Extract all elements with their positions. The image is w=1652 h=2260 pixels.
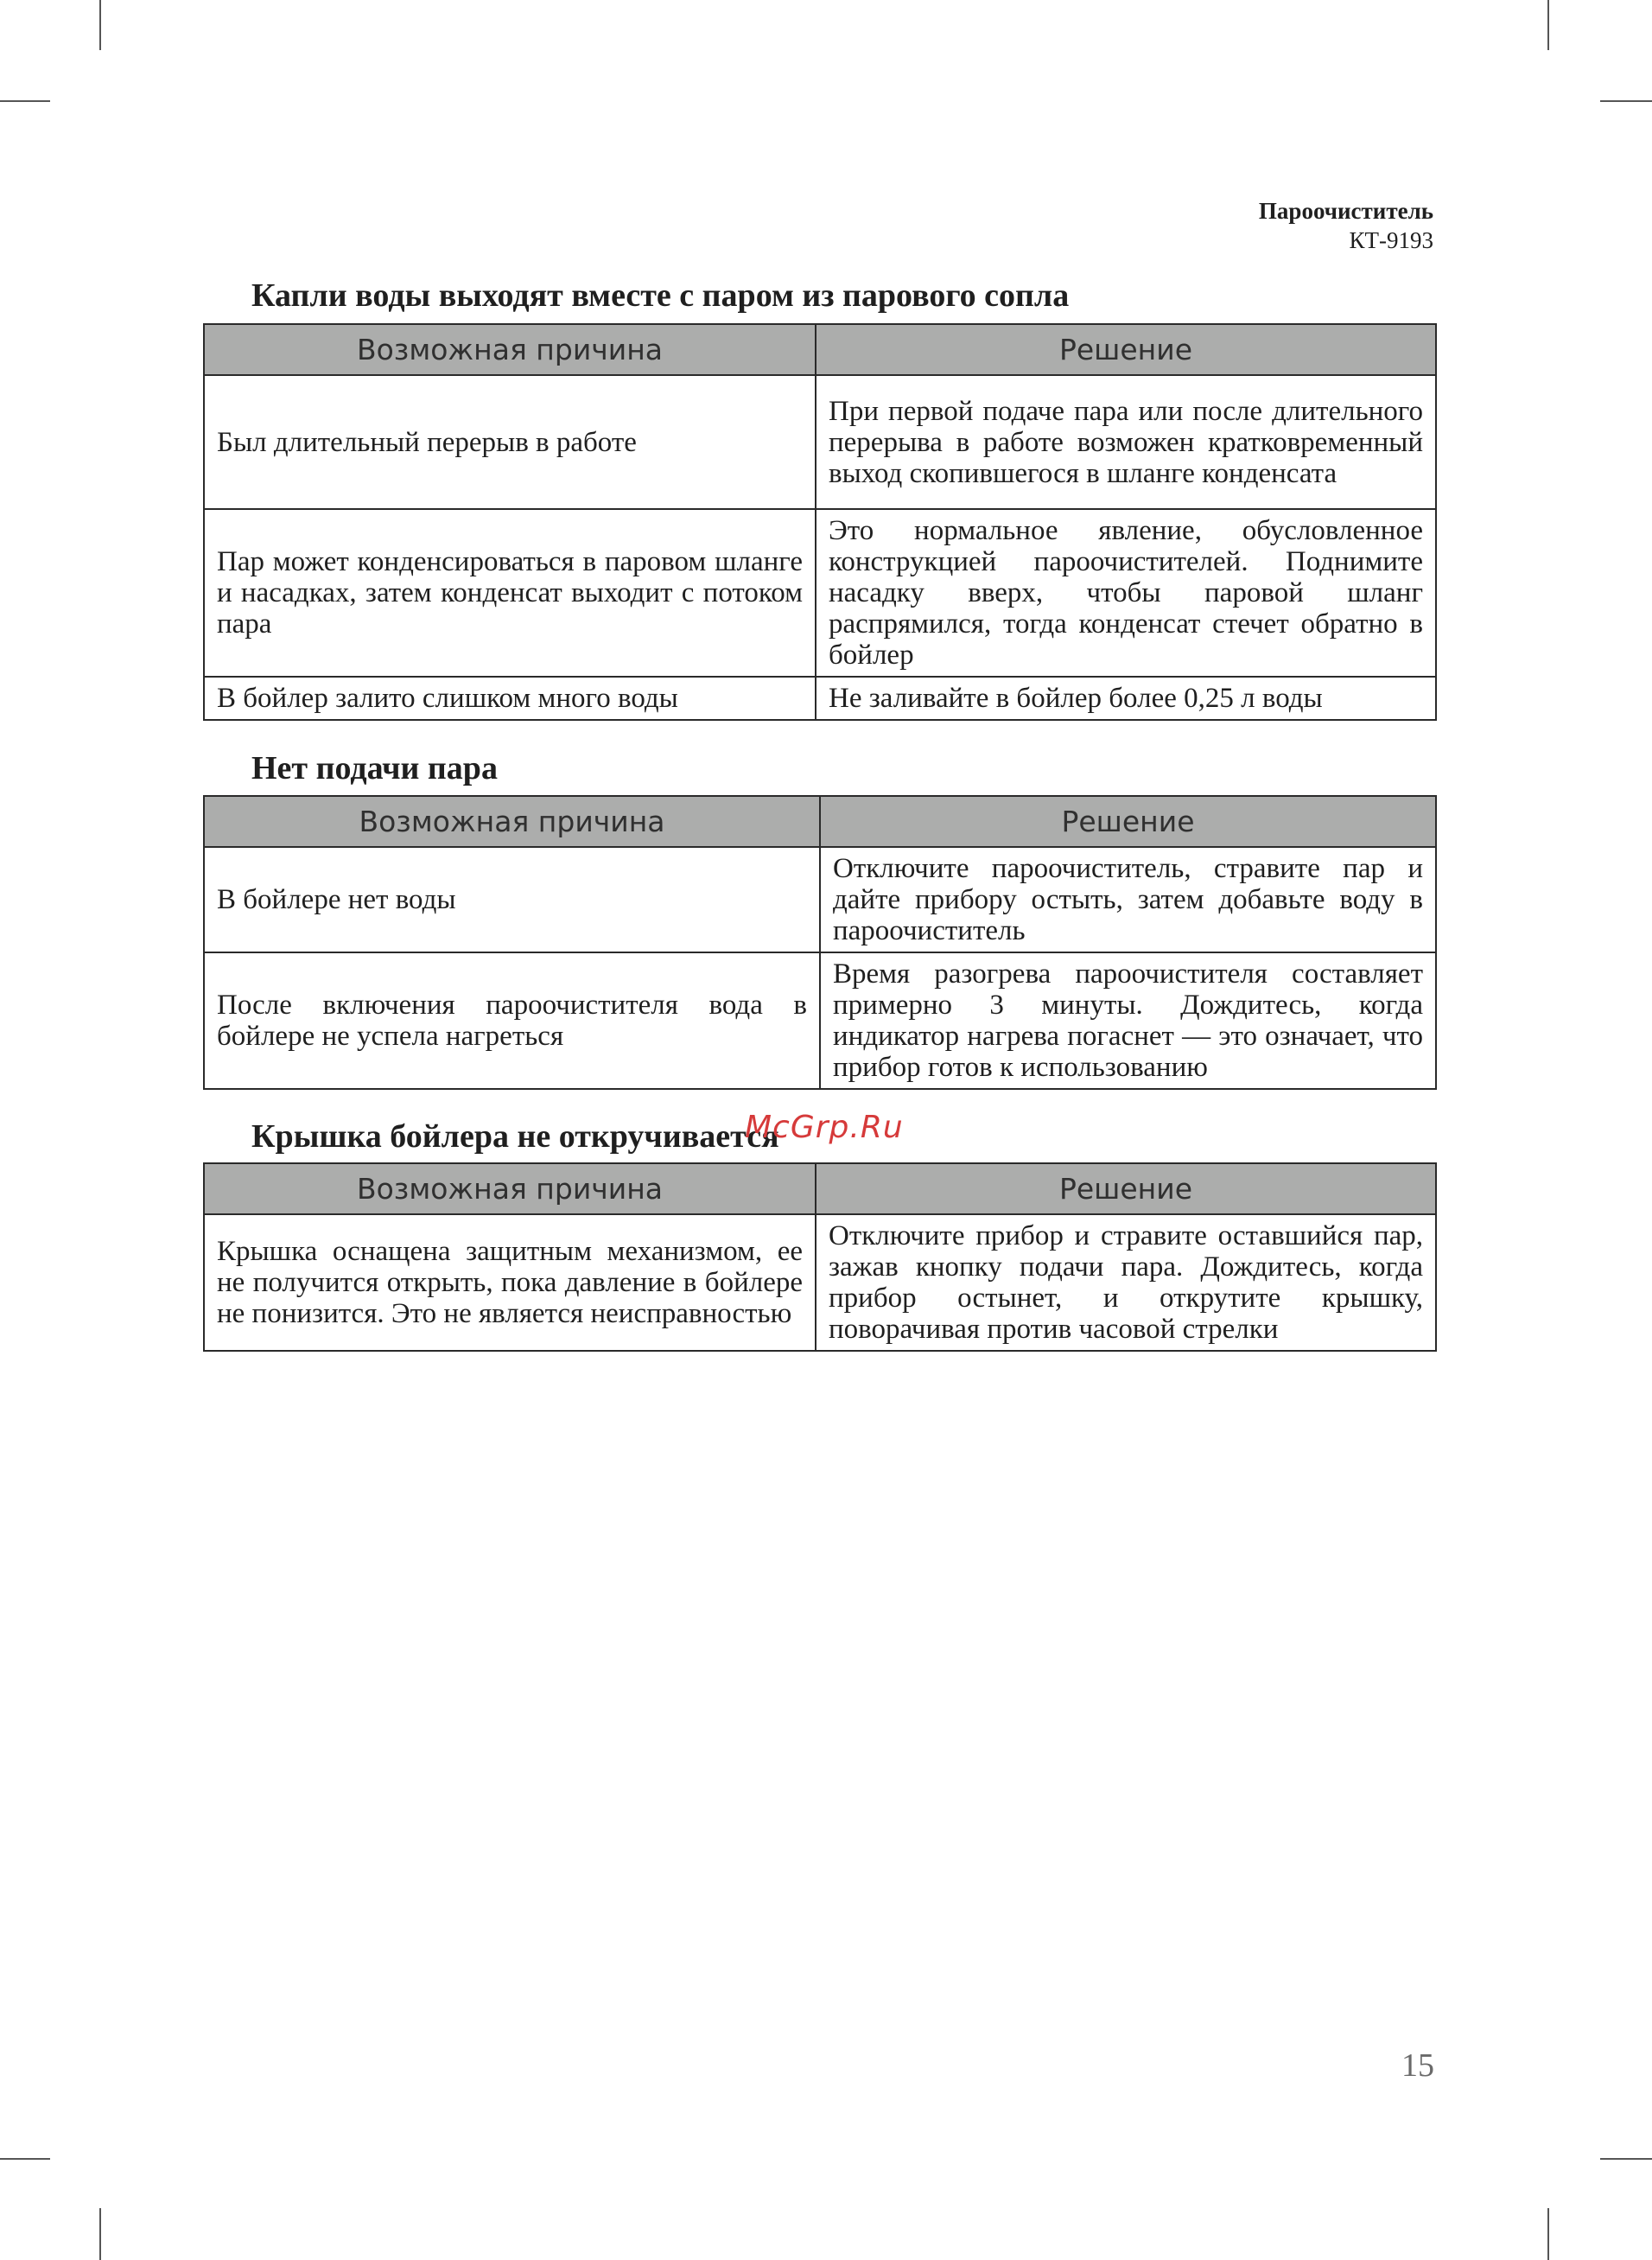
troubleshooting-table — [203, 1162, 1437, 1352]
solution-cell: Это нормальное явление, обусловленное конструкцией пароочистителей. Поднимите насадку вверх, чтобы паровой шланг распрямился, тогда конденсат стечет обратно в бойлер — [816, 509, 1436, 677]
product-name: Пароочиститель — [1258, 198, 1433, 224]
solution-cell: Не заливайте в бойлер более 0,25 л воды — [816, 677, 1436, 720]
crop-mark — [1547, 0, 1549, 50]
crop-mark — [99, 0, 101, 50]
table-row — [204, 1214, 1436, 1351]
table-row — [204, 375, 1436, 509]
solution-cell: Время разогрева пароочистителя составляет примерно 3 минуты. Дождитесь, когда индикатор нагрева погаснет — это означает, что прибор готов к использованию — [820, 952, 1436, 1089]
table-header-row — [204, 324, 1436, 375]
crop-mark — [1600, 2158, 1652, 2160]
column-header-cause: Возможная причина — [204, 1163, 816, 1214]
table-header-row — [204, 1163, 1436, 1214]
crop-mark — [0, 100, 50, 102]
cause-cell: Был длительный перерыв в работе — [204, 375, 816, 509]
column-header-solution: Решение — [820, 796, 1436, 847]
column-header-cause: Возможная причина — [204, 796, 820, 847]
solution-cell: Отключите пароочиститель, стравите пар и дайте прибору остыть, затем добавьте воду в пароочиститель — [820, 847, 1436, 952]
solution-cell: При первой подаче пара или после длительного перерыва в работе возможен кратковременный выход скопившегося в шланге конденсата — [816, 375, 1436, 509]
column-header-cause: Возможная причина — [204, 324, 816, 375]
cause-cell: Крышка оснащена защитным механизмом, ее не получится открыть, пока давление в бойлере не понизится. Это не является неисправностью — [204, 1214, 816, 1351]
column-header-solution: Решение — [816, 1163, 1436, 1214]
section-title: Крышка бойлера не откручивается — [251, 1118, 779, 1155]
table-row — [204, 509, 1436, 677]
model-number: КТ-9193 — [1349, 226, 1433, 253]
solution-cell: Отключите прибор и стравите оставшийся пар, зажав кнопку подачи пара. Дождитесь, когда прибор остынет, и открутите крышку, поворачивая против часовой стрелки — [816, 1214, 1436, 1351]
page-number: 15 — [1401, 2047, 1434, 2084]
cause-cell: Пар может конденсироваться в паровом шланге и насадках, затем конденсат выходит с потоком пара — [204, 509, 816, 677]
cause-cell: После включения пароочистителя вода в бойлере не успела нагреться — [204, 952, 820, 1089]
page-header — [1259, 197, 1433, 256]
watermark: McGrp.Ru — [745, 1110, 904, 1145]
table-header-row — [204, 796, 1436, 847]
section-title: Нет подачи пара — [251, 750, 498, 786]
crop-mark — [1547, 2208, 1549, 2260]
table-row — [204, 677, 1436, 720]
cause-cell: В бойлере нет воды — [204, 847, 820, 952]
crop-mark — [99, 2208, 101, 2260]
cause-cell: В бойлер залито слишком много воды — [204, 677, 816, 720]
troubleshooting-table — [203, 795, 1437, 1090]
crop-mark — [1600, 100, 1652, 102]
table-row — [204, 847, 1436, 952]
troubleshooting-table — [203, 323, 1437, 721]
column-header-solution: Решение — [816, 324, 1436, 375]
crop-mark — [0, 2158, 50, 2160]
section-title: Капли воды выходят вместе с паром из парового сопла — [251, 277, 1070, 314]
table-row — [204, 952, 1436, 1089]
